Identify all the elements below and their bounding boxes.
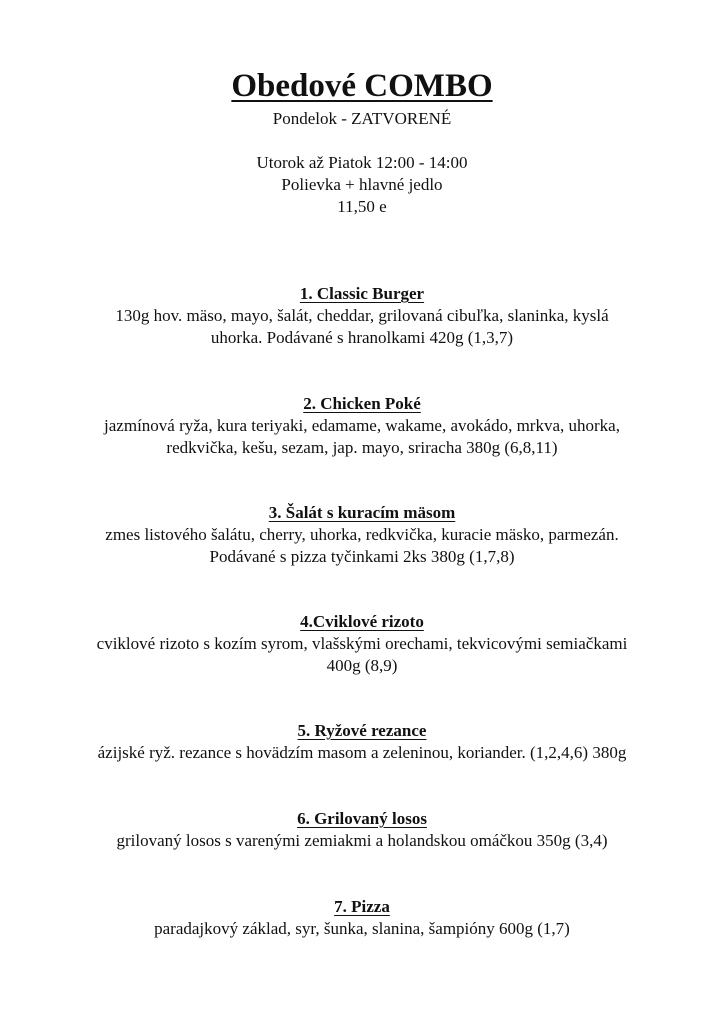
page-title: Obedové COMBO	[231, 68, 493, 104]
opening-hours: Utorok až Piatok 12:00 - 14:00	[256, 153, 468, 172]
menu-item-name: 6. Grilovaný losos	[297, 809, 427, 828]
menu-item	[40, 283, 684, 349]
menu-item	[40, 808, 684, 852]
menu-item-desc: grilovaný losos s varenými zemiakmi a holandskou omáčkou 350g (3,4)	[116, 831, 608, 850]
menu-item-desc: redkvička, kešu, sezam, jap. mayo, sriracha 380g (6,8,11)	[166, 438, 558, 457]
menu-item-name: 1. Classic Burger	[299, 284, 425, 303]
menu-item	[40, 896, 684, 940]
menu-item-desc: paradajkový základ, syr, šunka, slanina, šampióny 600g (1,7)	[154, 919, 570, 938]
menu-item-desc: 400g (8,9)	[326, 656, 398, 675]
monday-closed-note: Pondelok - ZATVORENÉ	[272, 109, 452, 128]
combo-offer: Polievka + hlavné jedlo	[281, 175, 443, 194]
menu-item-desc: jazmínová ryža, kura teriyaki, edamame, wakame, avokádo, mrkva, uhorka,	[104, 416, 620, 435]
menu-item-name: 5. Ryžové rezance	[297, 721, 427, 740]
menu-item	[40, 611, 684, 677]
menu-item-name: 4.Cviklové rizoto	[300, 612, 424, 631]
menu-item-desc: uhorka. Podávané s hranolkami 420g (1,3,7)	[210, 328, 514, 347]
menu-item	[40, 720, 684, 764]
menu-item-name: 2. Chicken Poké	[303, 394, 421, 413]
menu-item-desc: 130g hov. mäso, mayo, šalát, cheddar, grilovaná cibuľka, slaninka, kyslá	[115, 306, 609, 325]
combo-price: 11,50 e	[337, 197, 387, 216]
menu-item-name: 3. Šalát s kuracím mäsom	[268, 503, 456, 522]
menu-item-desc: Podávané s pizza tyčinkami 2ks 380g (1,7,8)	[209, 547, 515, 566]
menu-item-desc: zmes listového šalátu, cherry, uhorka, redkvička, kuracie mäsko, parmezán.	[105, 525, 619, 544]
menu-item-desc: ázijské ryž. rezance s hovädzím masom a zeleninou, koriander. (1,2,4,6) 380g	[97, 743, 627, 762]
menu-item-desc: cviklové rizoto s kozím syrom, vlašskými orechami, tekvicovými semiačkami	[96, 634, 628, 653]
menu-item-name: 7. Pizza	[334, 897, 390, 916]
menu-item	[40, 502, 684, 568]
menu-item	[40, 393, 684, 459]
